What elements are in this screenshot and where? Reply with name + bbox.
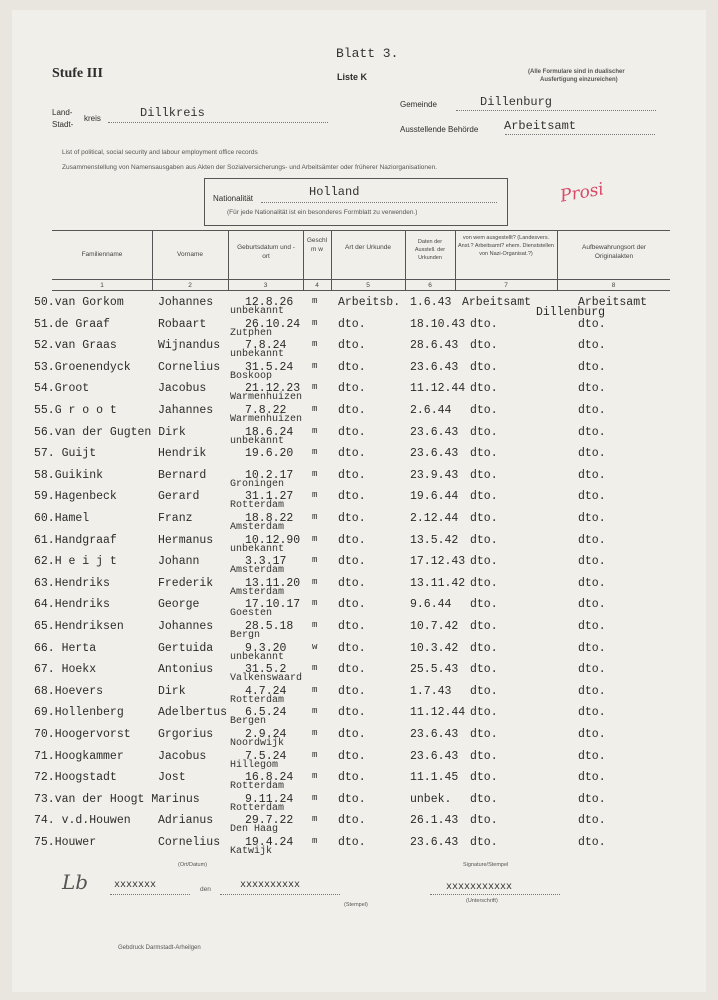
birth-date: 13.11.20 xyxy=(245,576,301,590)
document-type: dto. xyxy=(338,836,366,849)
den-label: den xyxy=(200,886,211,893)
document-type: dto. xyxy=(338,490,366,504)
given-name: Adelbertus xyxy=(158,706,228,720)
issue-date: 23.9.43 xyxy=(410,468,459,482)
birth-date: 31.5.24 xyxy=(245,360,294,374)
records-location: dto. xyxy=(578,490,606,504)
land-label: Land- xyxy=(52,108,73,117)
handwritten-initials: Lb xyxy=(62,870,89,894)
given-name: Jost xyxy=(158,771,186,785)
birth-place: Bergen xyxy=(230,716,267,728)
issue-date: 10.3.42 xyxy=(410,641,459,655)
birth-place: Rotterdam xyxy=(230,500,285,512)
issue-date: 23.6.43 xyxy=(410,836,459,849)
nationality-note: (Für jede Nationalität ist ein besonderes Formblatt zu verwenden.) xyxy=(227,209,418,216)
document-type: dto. xyxy=(338,468,366,482)
sex: m xyxy=(312,425,318,436)
issue-date: 1.7.43 xyxy=(410,684,452,698)
birth-place: Amsterdam xyxy=(230,586,285,598)
family-name: 50.van Gorkom xyxy=(34,296,124,309)
sex: m xyxy=(312,382,318,393)
records-location-line2: Dillenburg xyxy=(536,306,606,319)
col-header-2: Vorname xyxy=(176,251,204,258)
family-name: 66. Herta xyxy=(34,641,97,655)
family-name: 51.de Graaf xyxy=(34,317,110,331)
nationality-label: Nationalität xyxy=(213,194,254,203)
form-note-2: Ausfertigung einzureichen) xyxy=(540,77,618,83)
issue-date: 23.6.43 xyxy=(410,447,459,461)
issue-date: 13.5.42 xyxy=(410,533,459,547)
birth-place: Boskoop xyxy=(230,370,273,382)
records-location: dto. xyxy=(578,468,606,482)
document-type: dto. xyxy=(338,447,366,461)
sex: m xyxy=(312,728,318,738)
birth-place: unbekannt xyxy=(230,435,285,447)
document-type: dto. xyxy=(338,706,366,720)
family-name: 69.Hollenberg xyxy=(34,706,124,720)
issued-by: dto. xyxy=(470,404,498,417)
intro-de: Zusammenstellung von Namensausgaben aus Akten der Sozialversicherungs- und Arbeitsämter oder früherer Naziorganisationen. xyxy=(62,164,438,171)
document-type: dto. xyxy=(338,317,366,331)
issue-date: 23.6.43 xyxy=(410,728,459,741)
stempel-caption: (Stempel) xyxy=(344,902,368,908)
family-name: 70.Hoogervorst xyxy=(34,728,131,741)
sheet-number: Blatt 3. xyxy=(336,46,399,61)
sex: m xyxy=(312,447,318,458)
birth-place: Noordwijk xyxy=(230,738,285,749)
records-location: dto. xyxy=(578,382,606,396)
issue-date: 11.1.45 xyxy=(410,771,459,785)
issue-date: 18.10.43 xyxy=(410,317,466,331)
birth-date: 29.7.22 xyxy=(245,814,294,828)
issue-date: 17.12.43 xyxy=(410,555,466,569)
issue-date: 23.6.43 xyxy=(410,360,459,374)
issue-date: 26.1.43 xyxy=(410,814,459,828)
printer-imprint: Gebdruck Darmstadt-Arheilgen xyxy=(118,945,201,951)
family-name: 53.Groenendyck xyxy=(34,360,131,374)
document-type: dto. xyxy=(338,576,366,590)
placeholder-signature: xxxxxxxxxxx xyxy=(446,882,513,893)
sex: m xyxy=(312,533,318,544)
birth-date: 7.8.24 xyxy=(245,339,287,353)
sex: m xyxy=(312,749,318,760)
birth-date: 31.5.2 xyxy=(245,663,287,677)
given-name: Gerard xyxy=(158,490,200,504)
issue-date: 1.6.43 xyxy=(410,296,452,309)
col-num-4: 4 xyxy=(315,282,319,289)
records-location: dto. xyxy=(578,792,606,806)
birth-date: 10.2.17 xyxy=(245,468,294,482)
family-name: 57. Guijt xyxy=(34,447,97,461)
birth-date: 16.8.24 xyxy=(245,771,294,785)
sex: m xyxy=(312,771,318,782)
issue-date: 28.6.43 xyxy=(410,339,459,353)
issue-date: 10.7.42 xyxy=(410,620,459,633)
sex: m xyxy=(312,296,318,306)
document-type: dto. xyxy=(338,792,366,806)
document-type: dto. xyxy=(338,749,366,763)
issued-by: dto. xyxy=(470,490,498,504)
given-name: Cornelius xyxy=(158,360,221,374)
sex: m xyxy=(312,706,318,717)
sex: m xyxy=(312,490,318,501)
records-location: dto. xyxy=(578,533,606,547)
issue-date: 9.6.44 xyxy=(410,598,452,612)
col-header-7: von wem ausgestellt? (Landesvers. Anst.? Arbeitsamt? ehem. Dienststellen von Nazi-Organisat.?) xyxy=(458,235,554,257)
birth-place: Goesten xyxy=(230,608,273,620)
family-name: 54.Groot xyxy=(34,382,90,396)
liste-title: Liste K xyxy=(337,72,368,82)
issued-by: dto. xyxy=(470,533,498,547)
records-location: dto. xyxy=(578,447,606,461)
given-name: Johannes xyxy=(158,620,214,633)
birth-place: Amsterdam xyxy=(230,522,285,533)
sex: m xyxy=(312,684,318,695)
handwritten-stamp: Prosi xyxy=(558,179,606,207)
family-name: 58.Guikink xyxy=(34,468,104,482)
issued-by: dto. xyxy=(470,814,498,828)
document-type: dto. xyxy=(338,339,366,353)
given-name: Jacobus xyxy=(158,749,207,763)
birth-date: 17.10.17 xyxy=(245,598,301,612)
col-header-4: Geschl m w xyxy=(306,237,328,253)
document-type: dto. xyxy=(338,663,366,677)
placeholder-place: xxxxxxx xyxy=(114,880,157,891)
sex: w xyxy=(312,641,318,652)
records-location: Arbeitsamt xyxy=(578,296,648,309)
family-name: 67. Hoekx xyxy=(34,663,97,677)
family-name: 61.Handgraaf xyxy=(34,533,117,547)
birth-place: Amsterdam xyxy=(230,565,285,577)
sex: m xyxy=(312,339,318,350)
birth-date: 4.7.24 xyxy=(245,684,287,698)
sex: m xyxy=(312,555,318,566)
issue-date: 23.6.43 xyxy=(410,749,459,763)
form-note-1: (Alle Formulare sind in dualischer xyxy=(528,69,625,75)
given-name: Dirk xyxy=(158,684,186,698)
issued-by: dto. xyxy=(470,620,498,633)
records-location: dto. xyxy=(578,684,606,698)
sex: m xyxy=(312,360,318,371)
birth-place: unbekannt xyxy=(230,306,285,317)
stufe-title: Stufe III xyxy=(52,66,103,81)
sex: m xyxy=(312,576,318,587)
col-num-2: 2 xyxy=(188,282,192,289)
sex: m xyxy=(312,512,318,522)
stadt-label: Stadt- xyxy=(52,120,74,129)
birth-date: 18.8.22 xyxy=(245,512,294,525)
birth-date: 18.6.24 xyxy=(245,425,294,439)
records-location: dto. xyxy=(578,771,606,785)
issued-by: dto. xyxy=(470,425,498,439)
birth-date: 10.12.90 xyxy=(245,533,301,547)
birth-place: Rotterdam xyxy=(230,694,285,706)
document-type: dto. xyxy=(338,555,366,569)
birth-place: Katwijk xyxy=(230,846,273,857)
records-location: dto. xyxy=(578,749,606,763)
birth-date: 12.8.26 xyxy=(245,296,294,309)
records-location: dto. xyxy=(578,404,606,417)
issued-by: dto. xyxy=(470,382,498,396)
issued-by: dto. xyxy=(470,706,498,720)
family-name: 62.H e i j t xyxy=(34,555,117,569)
issued-by: dto. xyxy=(470,317,498,331)
birth-place: Zutphen xyxy=(230,327,273,339)
document-type: dto. xyxy=(338,404,366,417)
intro-en: List of political, social security and labour employment office records xyxy=(62,149,258,156)
document-type: Arbeitsb. xyxy=(338,296,401,309)
family-name: 64.Hendriks xyxy=(34,598,110,612)
issue-date: 11.12.44 xyxy=(410,706,466,720)
given-name: Franz xyxy=(158,512,193,525)
issued-by: dto. xyxy=(470,771,498,785)
kreis-label: kreis xyxy=(84,114,101,123)
nationality-value: Holland xyxy=(309,185,360,199)
family-name: 60.Hamel xyxy=(34,512,90,525)
records-location: dto. xyxy=(578,641,606,655)
col-header-6: Daten der Ausstell. der Urkunden xyxy=(414,239,446,261)
behoerde-label: Ausstellende Behörde xyxy=(400,125,479,134)
records-location: dto. xyxy=(578,555,606,569)
issued-by: dto. xyxy=(470,447,498,461)
sex: m xyxy=(312,468,318,479)
birth-place: Hillegom xyxy=(230,759,279,771)
family-name: 65.Hendriksen xyxy=(34,620,124,633)
birth-date: 26.10.24 xyxy=(245,317,301,331)
issued-by: dto. xyxy=(470,576,498,590)
birth-place: Den Haag xyxy=(230,824,279,836)
document-type: dto. xyxy=(338,771,366,785)
records-location: dto. xyxy=(578,339,606,353)
issued-by: dto. xyxy=(470,598,498,612)
kreis-value: Dillkreis xyxy=(140,106,205,120)
document-type: dto. xyxy=(338,641,366,655)
behoerde-value: Arbeitsamt xyxy=(504,119,577,133)
document-type: dto. xyxy=(338,814,366,828)
gemeinde-value: Dillenburg xyxy=(480,95,553,109)
birth-date: 9.11.24 xyxy=(245,792,294,806)
issued-by: dto. xyxy=(470,728,498,741)
family-name: 71.Hoogkammer xyxy=(34,749,124,763)
issue-date: 11.12.44 xyxy=(410,382,466,396)
birth-date: 2.9.24 xyxy=(245,728,287,741)
given-name: Jacobus xyxy=(158,382,207,396)
records-location: dto. xyxy=(578,360,606,374)
col-num-7: 7 xyxy=(504,282,508,289)
sex: m xyxy=(312,317,318,328)
col-header-3: Geburtsdatum und -ort xyxy=(237,244,295,260)
given-name: Jahannes xyxy=(158,404,214,417)
birth-place: unbekannt xyxy=(230,543,285,555)
issue-date: 2.6.44 xyxy=(410,404,452,417)
issued-by: dto. xyxy=(470,641,498,655)
given-name: Adrianus xyxy=(158,814,214,828)
sex: m xyxy=(312,663,318,674)
birth-place: Valkenswaard xyxy=(230,673,303,685)
issued-by: dto. xyxy=(470,468,498,482)
records-location: dto. xyxy=(578,317,606,331)
given-name: Gertuida xyxy=(158,641,214,655)
issued-by: dto. xyxy=(470,339,498,353)
placeholder-date: xxxxxxxxxx xyxy=(240,880,301,891)
sex: m xyxy=(312,814,318,825)
col-num-6: 6 xyxy=(428,282,432,289)
document-type: dto. xyxy=(338,425,366,439)
unterschrift-caption: (Unterschrift) xyxy=(466,898,498,904)
records-location: dto. xyxy=(578,814,606,828)
issued-by: dto. xyxy=(470,555,498,569)
given-name: Antonius xyxy=(158,663,214,677)
birth-place: Warmenhuizen xyxy=(230,414,303,425)
document-type: dto. xyxy=(338,360,366,374)
family-name: 63.Hendriks xyxy=(34,576,110,590)
family-name: 74. v.d.Houwen xyxy=(34,814,131,828)
issued-by: dto. xyxy=(470,836,498,849)
issued-by: dto. xyxy=(470,792,498,806)
birth-date: 28.5.18 xyxy=(245,620,294,633)
issue-date: 25.5.43 xyxy=(410,663,459,677)
birth-date: 19.4.24 xyxy=(245,836,294,849)
issued-by: dto. xyxy=(470,684,498,698)
records-location: dto. xyxy=(578,512,606,525)
given-name: George xyxy=(158,598,200,612)
birth-place: Rotterdam xyxy=(230,781,285,793)
records-location: dto. xyxy=(578,836,606,849)
family-name: 59.Hagenbeck xyxy=(34,490,117,504)
given-name: Grgorius xyxy=(158,728,214,741)
birth-date: 31.1.27 xyxy=(245,490,294,504)
document-type: dto. xyxy=(338,512,366,525)
birth-date: 7.8.22 xyxy=(245,404,287,417)
given-name: Hendrik xyxy=(158,447,207,461)
signature-caption: Signature/Stempel xyxy=(463,862,509,868)
col-num-8: 8 xyxy=(611,282,616,289)
ort-datum-caption: (Ort/Datum) xyxy=(178,862,208,868)
document-type: dto. xyxy=(338,620,366,633)
given-name: Johannes xyxy=(158,296,214,309)
sex: m xyxy=(312,620,318,630)
records-location: dto. xyxy=(578,706,606,720)
document-type: dto. xyxy=(338,598,366,612)
given-name: Robaart xyxy=(158,317,207,331)
issued-by: Arbeitsamt xyxy=(462,296,532,309)
sex: m xyxy=(312,836,318,846)
document-type: dto. xyxy=(338,382,366,396)
sex: m xyxy=(312,404,318,414)
document-type: dto. xyxy=(338,728,366,741)
issue-date: 13.11.42 xyxy=(410,576,466,590)
col-header-5: Art der Urkunde xyxy=(345,244,391,251)
birth-date: 7.5.24 xyxy=(245,749,287,763)
birth-date: 9.3.20 xyxy=(245,641,287,655)
records-location: dto. xyxy=(578,598,606,612)
issued-by: dto. xyxy=(470,360,498,374)
records-location: dto. xyxy=(578,728,606,741)
family-name: 73.van der Hoogt Marinus xyxy=(34,792,200,806)
given-name: Wijnandus xyxy=(158,339,221,353)
given-name: Hermanus xyxy=(158,533,214,547)
family-name: 75.Houwer xyxy=(34,836,97,849)
issued-by: dto. xyxy=(470,512,498,525)
issue-date: 23.6.43 xyxy=(410,425,459,439)
family-name: 68.Hoevers xyxy=(34,684,104,698)
family-name: 55.G r o o t xyxy=(34,404,117,417)
birth-place: Groningen xyxy=(230,478,285,490)
records-location: dto. xyxy=(578,620,606,633)
records-location: dto. xyxy=(578,663,606,677)
family-name: 52.van Graas xyxy=(34,339,117,353)
given-name: Cornelius xyxy=(158,836,221,849)
birth-place: Warmenhuizen xyxy=(230,392,303,404)
col-header-8: Aufbewahrungsort der Originalakten xyxy=(582,244,646,260)
family-name: 72.Hoogstadt xyxy=(34,771,117,785)
col-num-5: 5 xyxy=(366,282,370,289)
birth-place: Bergn xyxy=(230,630,261,641)
birth-date: 6.5.24 xyxy=(245,706,287,720)
issue-date: unbek. xyxy=(410,792,452,806)
birth-place: unbekannt xyxy=(230,651,285,663)
issued-by: dto. xyxy=(470,663,498,677)
sex: m xyxy=(312,598,318,609)
issue-date: 2.12.44 xyxy=(410,512,459,525)
col-num-3: 3 xyxy=(263,282,268,289)
records-location: dto. xyxy=(578,576,606,590)
family-name: 56.van der Gugten Dirk xyxy=(34,425,186,439)
nationality-box xyxy=(204,178,508,226)
given-name: Frederik xyxy=(158,576,214,590)
issue-date: 19.6.44 xyxy=(410,490,459,504)
document-type: dto. xyxy=(338,533,366,547)
records-location: dto. xyxy=(578,425,606,439)
birth-date: 3.3.17 xyxy=(245,555,287,569)
birth-date: 21.12.23 xyxy=(245,382,301,396)
document-type: dto. xyxy=(338,684,366,698)
birth-place: unbekannt xyxy=(230,349,285,361)
given-name: Bernard xyxy=(158,468,207,482)
birth-place: Rotterdam xyxy=(230,802,285,814)
col-num-1: 1 xyxy=(100,282,104,289)
issued-by: dto. xyxy=(470,749,498,763)
birth-date: 19.6.20 xyxy=(245,447,294,461)
sex: m xyxy=(312,792,318,803)
given-name: Johann xyxy=(158,555,200,569)
col-header-1: Familienname xyxy=(81,251,123,258)
gemeinde-label: Gemeinde xyxy=(400,100,437,109)
